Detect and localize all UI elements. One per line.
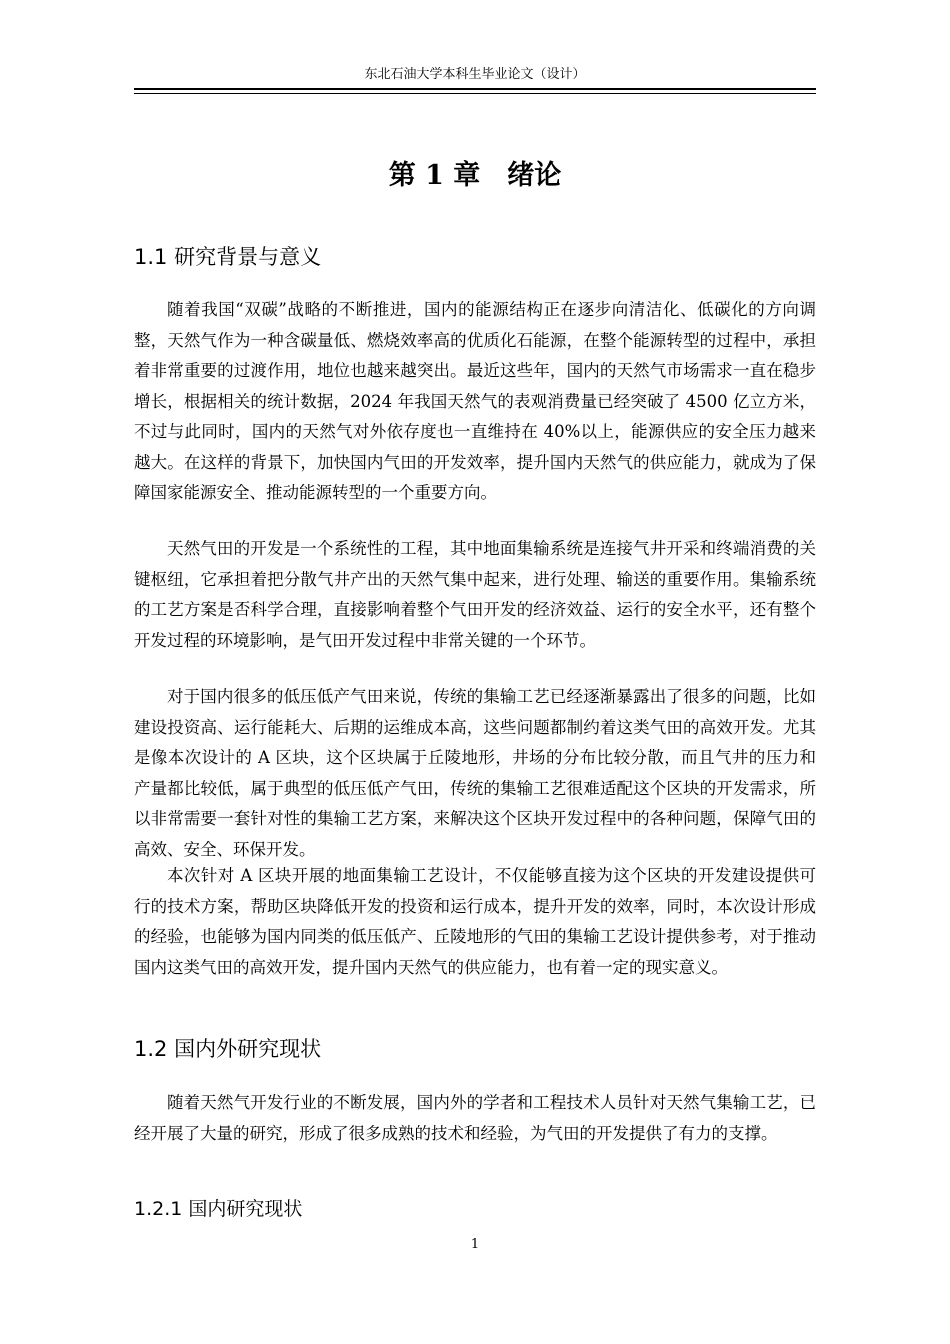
paragraph-background-1: 随着我国“双碳”战略的不断推进，国内的能源结构正在逐步向清洁化、低碳化的方向调整，天然气作为一种含碳量低、燃烧效率高的优质化石能源，在整个能源转型的过程中，承担着非常重要的过渡作用，地位也越来越突出。最近这些年，国内的天然气市场需求一直在稳步增长，根据相关的统计数据，2024 年我国天然气的表观消费量已经突破了 4500 亿立方米，不过与此同时，国内的天然气对外依存度也一直维持在 40%以上，能源供应的安全压力越来越大。在这样的背景下，加快国内气田的开发效率，提升国内天然气的供应能力，就成为了保障国家能源安全、推动能源转型的一个重要方向。	[134, 300, 816, 502]
chapter-title: 第 1 章 绪论	[388, 160, 562, 191]
paragraph-background-2: 天然气田的开发是一个系统性的工程，其中地面集输系统是连接气井开采和终端消费的关键枢纽，它承担着把分散气井产出的天然气集中起来，进行处理、输送的重要作用。集输系统的工艺方案是否科学合理，直接影响着整个气田开发的经济效益、运行的安全水平，还有整个开发过程的环境影响，是气田开发过程中非常关键的一个环节。	[134, 539, 816, 650]
section-heading-1-2: 1.2 国内外研究现状	[134, 1037, 322, 1061]
paragraph-background-3: 对于国内很多的低压低产气田来说，传统的集输工艺已经逐渐暴露出了很多的问题，比如建设投资高、运行能耗大、后期的运维成本高，这些问题都制约着这类气田的高效开发。尤其是像本次设计的 A 区块，这个区块属于丘陵地形，井场的分布比较分散，而且气井的压力和产量都比较低，属于典型的低压低产气田，传统的集输工艺很难适配这个区块的开发需求，所以非常需要一套针对性的集输工艺方案，来解决这个区块开发过程中的各种问题，保障气田的高效、安全、环保开发。	[134, 687, 816, 859]
subsection-heading-1-2-1: 1.2.1 国内研究现状	[134, 1198, 303, 1220]
header-rule-thick	[134, 88, 816, 90]
section-heading-1-1: 1.1 研究背景与意义	[134, 245, 322, 269]
page-number: 1	[470, 1237, 480, 1252]
paragraph-background-4: 本次针对 A 区块开展的地面集输工艺设计，不仅能够直接为这个区块的开发建设提供可行的技术方案，帮助区块降低开发的投资和运行成本，提升开发的效率，同时，本次设计形成的经验，也能够为国内同类的低压低产、丘陵地形的气田的集输工艺设计提供参考，对于推动国内这类气田的高效开发，提升国内天然气的供应能力，也有着一定的现实意义。	[134, 866, 816, 977]
header-rule-thin	[134, 93, 816, 94]
running-header: 东北石油大学本科生毕业论文（设计）	[364, 67, 586, 82]
paragraph-research-status: 随着天然气开发行业的不断发展，国内外的学者和工程技术人员针对天然气集输工艺，已经开展了大量的研究，形成了很多成熟的技术和经验，为气田的开发提供了有力的支撑。	[134, 1093, 816, 1143]
